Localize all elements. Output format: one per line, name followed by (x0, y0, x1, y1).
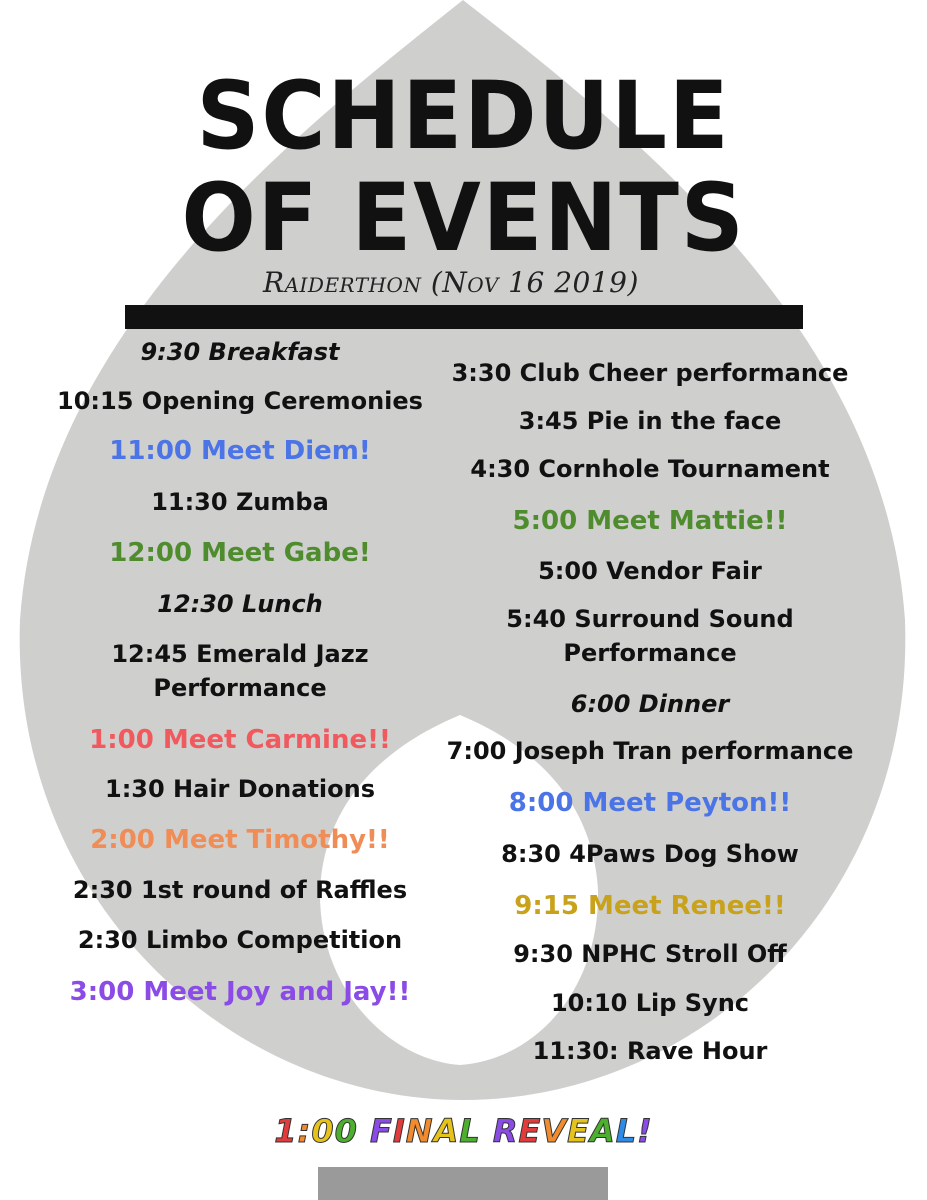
event-item: 3:45 Pie in the face (518, 407, 782, 435)
meet-greet-item: 9:15 Meet Renee!! (514, 891, 786, 921)
event-item: 2:30 Limbo Competition (77, 926, 403, 954)
meet-greet-item: 8:00 Meet Peyton!! (508, 788, 792, 818)
title-line-1: SCHEDULE (196, 62, 731, 171)
event-item: 10:15 Opening Ceremonies (57, 387, 423, 415)
event-item: 11:30: Rave Hour (532, 1037, 768, 1065)
meal-item: 9:30 Breakfast (140, 338, 340, 366)
event-item: 4:30 Cornhole Tournament (470, 455, 830, 483)
title-divider (125, 305, 803, 329)
event-item: 3:30 Club Cheer performance (451, 359, 849, 387)
event-item: 10:10 Lip Sync (550, 989, 750, 1017)
meet-greet-item: 1:00 Meet Carmine!! (89, 725, 391, 755)
event-item: 5:00 Vendor Fair (538, 557, 762, 585)
event-item: 2:30 1st round of Raffles (72, 876, 408, 904)
meal-item: 6:00 Dinner (570, 690, 730, 718)
meet-greet-item: 12:00 Meet Gabe! (109, 538, 371, 568)
event-item: 12:45 Emerald Jazz Performance (111, 640, 369, 702)
meet-greet-item: 11:00 Meet Diem! (109, 436, 371, 466)
event-item: 7:00 Joseph Tran performance (446, 737, 854, 765)
event-item: 5:40 Surround Sound Performance (506, 605, 794, 667)
base-bar (318, 1167, 608, 1200)
event-item: 1:30 Hair Donations (105, 775, 375, 803)
event-item: 9:30 NPHC Stroll Off (513, 940, 787, 968)
meet-greet-item: 5:00 Meet Mattie!! (512, 506, 788, 536)
event-item: 8:30 4Paws Dog Show (501, 840, 799, 868)
subtitle: Raiderthon (Nov 16 2019) (263, 266, 639, 299)
meet-greet-item: 3:00 Meet Joy and Jay!! (69, 977, 411, 1007)
final-reveal: 1:00 FINAL REVEAL! (274, 1112, 653, 1150)
meal-item: 12:30 Lunch (157, 590, 323, 618)
event-item: 11:30 Zumba (151, 488, 329, 516)
title-line-2: OF EVENTS (181, 164, 746, 273)
meet-greet-item: 2:00 Meet Timothy!! (90, 825, 390, 855)
